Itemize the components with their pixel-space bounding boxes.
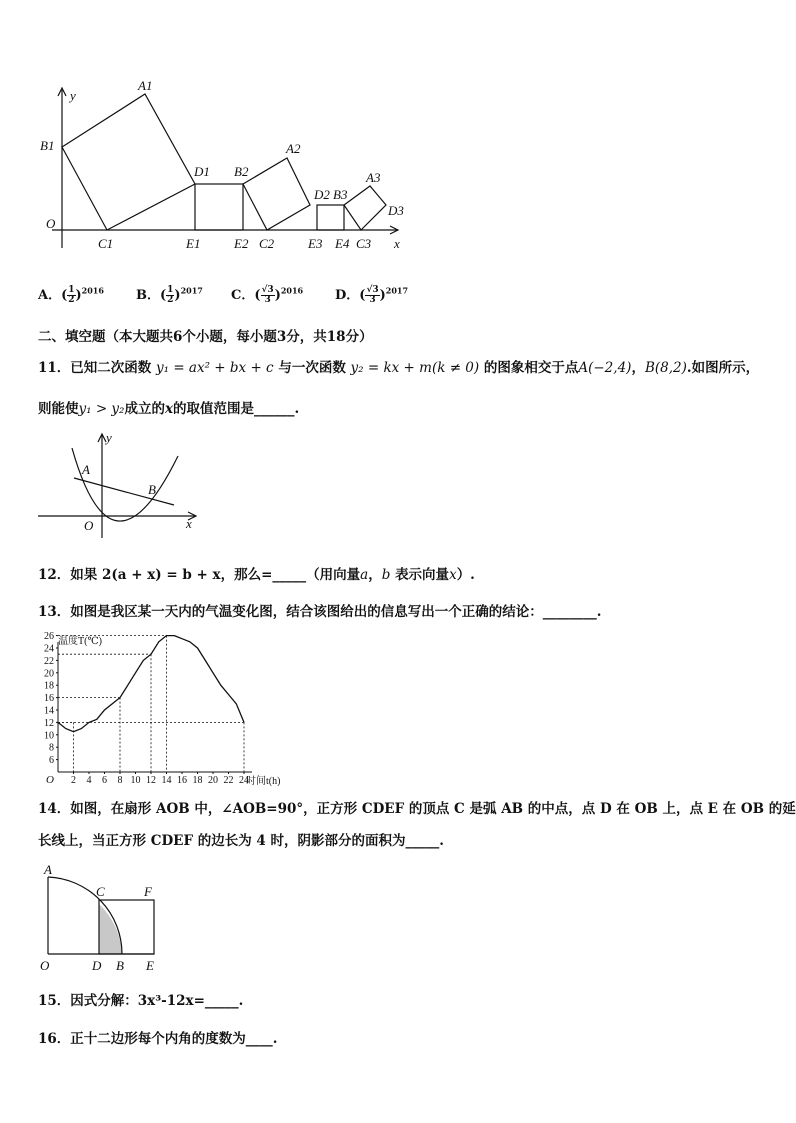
- y-tick-label: 12: [44, 717, 54, 729]
- q14-line1: 14．如图，在扇形 AOB 中，∠AOB=90°，正方形 CDEF 的顶点 C 是弧 AB 的中点，点 D 在 OB 上，点 E 在 OB 的延: [38, 801, 796, 817]
- x-tick-label: 4: [86, 775, 92, 786]
- label-D3: D3: [388, 203, 404, 218]
- y-tick-label: 20: [44, 668, 54, 680]
- label-C3: C3: [356, 236, 372, 251]
- x-tick-label: 16: [177, 775, 187, 786]
- rectangle-2: [317, 205, 344, 230]
- q15-text: 15．因式分解：3x³-12x=_____.: [38, 993, 244, 1009]
- line: [74, 478, 174, 505]
- label-B3: B3: [333, 187, 348, 202]
- q16-text: 16．正十二边形每个内角的度数为____.: [38, 1031, 278, 1047]
- x-tick-label: 2: [71, 775, 76, 786]
- label-E4: E4: [335, 236, 350, 251]
- label-E1: E1: [186, 236, 201, 251]
- y-axis-label: 温度T(℃): [58, 636, 102, 647]
- y-tick-label: 6: [49, 755, 54, 767]
- x-tick-label: 18: [192, 775, 203, 786]
- y-tick-label: 26: [44, 631, 54, 643]
- square-2: [243, 158, 310, 230]
- label-C: C: [96, 884, 105, 899]
- label-B1: B1: [40, 138, 55, 153]
- square-3: [344, 186, 386, 230]
- label-B: B: [116, 958, 124, 973]
- origin-label: O: [46, 774, 54, 786]
- label-A3: A3: [366, 170, 381, 185]
- label-D: D: [92, 958, 102, 973]
- label-y: y: [106, 430, 112, 445]
- x-tick-label: 20: [208, 775, 218, 786]
- q12-text: 12．如果 2(a + x) = b + x，那么=_____（用向量a，b 表示向量x）.: [38, 567, 475, 583]
- y-tick-label: 22: [44, 655, 54, 667]
- parabola-figure: [36, 430, 201, 542]
- label-x: x: [394, 236, 400, 251]
- choice-c[interactable]: C．( $\frac{√3}{3}$ )$^{2016}$: [231, 285, 304, 305]
- label-B2: B2: [234, 164, 249, 179]
- label-A: A: [44, 862, 52, 877]
- x-tick-label: 8: [117, 775, 123, 786]
- label-A1: A1: [138, 78, 153, 93]
- label-A2: A2: [286, 141, 301, 156]
- label-E3: E3: [308, 236, 323, 251]
- q11-line2: 则能使y₁ > y₂成立的x的取值范围是______.: [38, 401, 300, 417]
- label-O: O: [46, 216, 56, 231]
- label-O: O: [40, 958, 50, 973]
- y-tick-label: 10: [44, 730, 54, 742]
- x-tick-label: 12: [146, 775, 156, 786]
- label-A: A: [82, 462, 90, 477]
- q14-line2: 长线上，当正方形 CDEF 的边长为 4 时，阴影部分的面积为_____.: [38, 833, 444, 849]
- label-F: F: [144, 884, 152, 899]
- x-tick-label: 10: [130, 775, 141, 786]
- y-tick-label: 18: [44, 680, 54, 692]
- x-tick-label: 14: [161, 775, 172, 786]
- q13-text: 13．如图是我区某一天内的气温变化图，结合该图给出的信息写出一个正确的结论：________.: [38, 604, 602, 620]
- label-D1: D1: [194, 164, 210, 179]
- label-E2: E2: [234, 236, 249, 251]
- q10-choices: [38, 284, 478, 308]
- label-D2: D2: [314, 187, 330, 202]
- y-tick-label: 8: [49, 742, 54, 754]
- parabola: [72, 448, 178, 521]
- choice-d[interactable]: D．( $\frac{√3}{3}$ )$^{2017}$: [335, 285, 409, 305]
- x-tick-label: 22: [223, 775, 234, 786]
- label-C1: C1: [98, 236, 114, 251]
- choice-b[interactable]: B．( $\frac{1}{2}$ )$^{2017}$: [136, 285, 203, 305]
- rectangle-1: [195, 184, 243, 230]
- y-tick-label: 24: [44, 643, 54, 655]
- y-tick-label: 14: [44, 705, 54, 717]
- section-title: 二、填空题（本大题共6个小题，每小题3分，共18分）: [38, 329, 373, 345]
- x-tick-label: 6: [102, 775, 107, 786]
- label-E: E: [146, 958, 154, 973]
- label-y: y: [70, 88, 76, 103]
- y-tick-label: 16: [44, 693, 54, 705]
- x-tick-label: 24: [239, 775, 249, 786]
- square-1: [62, 94, 195, 230]
- sector-figure: [36, 858, 166, 978]
- squares-figure: [30, 78, 420, 263]
- label-C2: C2: [259, 236, 275, 251]
- label-x: x: [186, 516, 192, 531]
- q11-line1: 11．已知二次函数 y₁ = ax² + bx + c 与一次函数 y₂ = kx + m(k ≠ 0) 的图象相交于点A(−2,4)，B(8,2).如图所示，: [38, 360, 760, 376]
- label-O: O: [84, 518, 94, 533]
- choice-a[interactable]: A．( $\frac{1}{2}$ )$^{2016}$: [38, 285, 104, 305]
- x-axis-label: 时间t(h): [246, 776, 281, 787]
- temperature-chart: [36, 631, 281, 790]
- label-B: B: [148, 482, 156, 497]
